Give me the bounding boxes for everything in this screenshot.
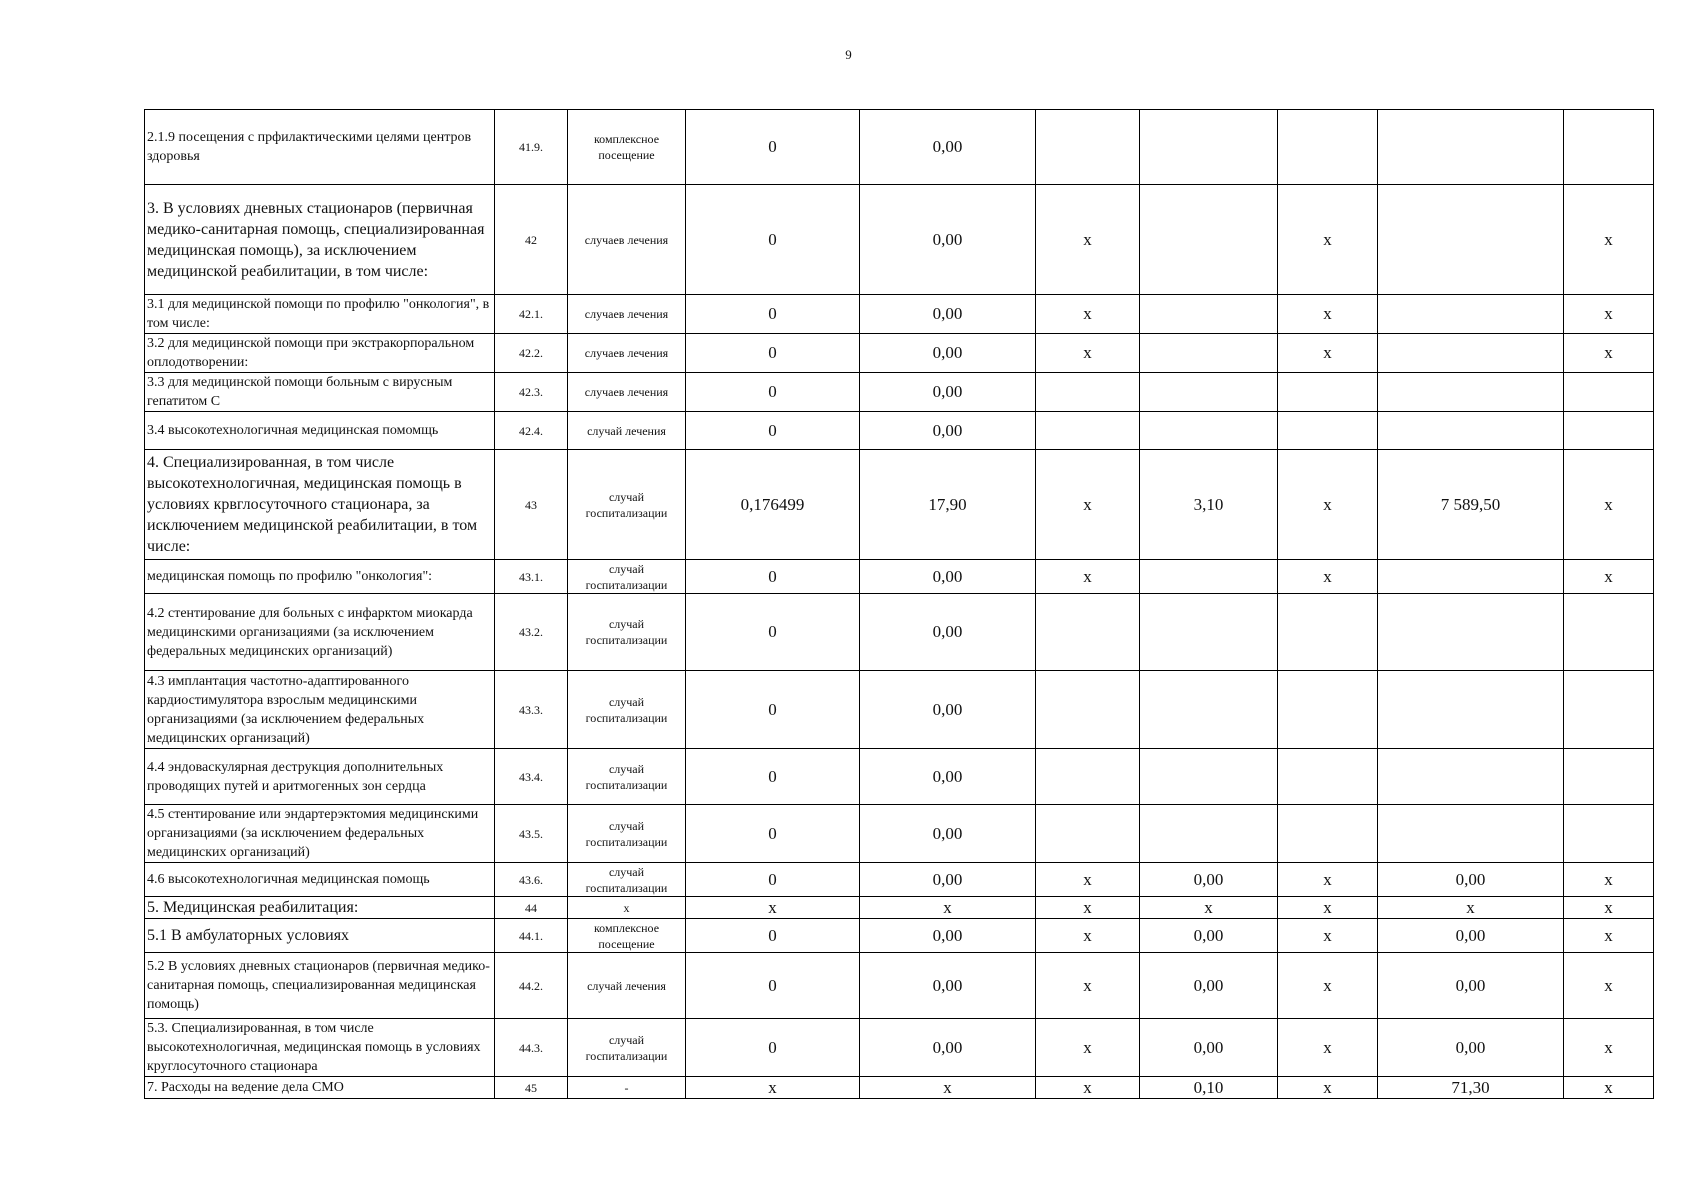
cell-code: 43.6. — [495, 863, 568, 897]
cell-c7 — [1140, 671, 1278, 749]
cell-code: 42.1. — [495, 295, 568, 334]
cell-unit: x — [568, 897, 686, 919]
cell-unit: случаев лечения — [568, 373, 686, 412]
cell-c10: x — [1564, 1077, 1654, 1099]
cell-c6: x — [1036, 919, 1140, 953]
cell-unit: случай госпитализации — [568, 1019, 686, 1077]
cell-c9 — [1378, 412, 1564, 450]
cell-code: 45 — [495, 1077, 568, 1099]
table-row — [145, 110, 1654, 185]
cell-c9 — [1378, 295, 1564, 334]
cell-unit: случай госпитализации — [568, 671, 686, 749]
cell-c7 — [1140, 334, 1278, 373]
table-row — [145, 671, 1654, 749]
cell-c9 — [1378, 373, 1564, 412]
cell-c7 — [1140, 594, 1278, 671]
cell-c7: 0,00 — [1140, 919, 1278, 953]
cell-c9: 0,00 — [1378, 953, 1564, 1019]
cell-c7 — [1140, 185, 1278, 295]
cell-unit: случаев лечения — [568, 295, 686, 334]
cell-c5: x — [860, 897, 1036, 919]
cell-code: 42.2. — [495, 334, 568, 373]
cell-code: 44.3. — [495, 1019, 568, 1077]
cell-c4: x — [686, 1077, 860, 1099]
cell-c6: x — [1036, 295, 1140, 334]
cell-c4: 0 — [686, 295, 860, 334]
cell-c4: 0 — [686, 863, 860, 897]
cell-c5: 0,00 — [860, 749, 1036, 805]
cell-c4: 0 — [686, 594, 860, 671]
cell-c9 — [1378, 185, 1564, 295]
table-row — [145, 953, 1654, 1019]
cell-name: 4.4 эндоваскулярная деструкция дополнительных проводящих путей и аритмогенных зон сердца — [145, 749, 495, 805]
cell-c7: 3,10 — [1140, 450, 1278, 560]
cell-c5: 0,00 — [860, 805, 1036, 863]
cell-name: 5.3. Специализированная, в том числе высокотехнологичная, медицинская помощь в условиях круглосуточного стационара — [145, 1019, 495, 1077]
data-table — [144, 109, 1654, 1099]
table-row — [145, 373, 1654, 412]
cell-c7 — [1140, 110, 1278, 185]
cell-code: 43.2. — [495, 594, 568, 671]
cell-c8 — [1278, 805, 1378, 863]
cell-c5: 0,00 — [860, 863, 1036, 897]
cell-c9 — [1378, 594, 1564, 671]
cell-name: 3. В условиях дневных стационаров (первичная медико-санитарная помощь, специализированная медицинская помощь), за исключением медицинской реабилитации, в том числе: — [145, 185, 495, 295]
cell-c6: x — [1036, 897, 1140, 919]
cell-code: 43.5. — [495, 805, 568, 863]
cell-name: 3.4 высокотехнологичная медицинская помомщь — [145, 412, 495, 450]
table-row — [145, 295, 1654, 334]
cell-unit: случай госпитализации — [568, 594, 686, 671]
cell-c8: x — [1278, 919, 1378, 953]
cell-c10 — [1564, 749, 1654, 805]
cell-name: 3.1 для медицинской помощи по профилю "онкология", в том числе: — [145, 295, 495, 334]
cell-code: 44 — [495, 897, 568, 919]
cell-c7: 0,10 — [1140, 1077, 1278, 1099]
cell-code: 42 — [495, 185, 568, 295]
cell-c9: 7 589,50 — [1378, 450, 1564, 560]
cell-c8 — [1278, 110, 1378, 185]
cell-c8: x — [1278, 560, 1378, 594]
cell-c7: x — [1140, 897, 1278, 919]
cell-c6 — [1036, 805, 1140, 863]
cell-c10: x — [1564, 334, 1654, 373]
cell-c6 — [1036, 749, 1140, 805]
cell-unit: случай госпитализации — [568, 749, 686, 805]
cell-c7: 0,00 — [1140, 953, 1278, 1019]
cell-c8: x — [1278, 953, 1378, 1019]
cell-c4: 0 — [686, 373, 860, 412]
cell-c8: x — [1278, 897, 1378, 919]
cell-c6 — [1036, 110, 1140, 185]
cell-c4: 0 — [686, 412, 860, 450]
cell-c6: x — [1036, 953, 1140, 1019]
cell-c9 — [1378, 805, 1564, 863]
cell-c8 — [1278, 373, 1378, 412]
cell-name: медицинская помощь по профилю "онкология": — [145, 560, 495, 594]
cell-code: 43.4. — [495, 749, 568, 805]
cell-c10 — [1564, 594, 1654, 671]
cell-c4: 0 — [686, 671, 860, 749]
cell-c9 — [1378, 110, 1564, 185]
cell-c9: 0,00 — [1378, 1019, 1564, 1077]
cell-c7 — [1140, 805, 1278, 863]
cell-c9: x — [1378, 897, 1564, 919]
table-row — [145, 1077, 1654, 1099]
cell-c5: 17,90 — [860, 450, 1036, 560]
cell-c8 — [1278, 671, 1378, 749]
cell-code: 44.1. — [495, 919, 568, 953]
table-row — [145, 412, 1654, 450]
cell-c4: 0 — [686, 334, 860, 373]
cell-c5: 0,00 — [860, 671, 1036, 749]
cell-c5: 0,00 — [860, 185, 1036, 295]
cell-c9: 71,30 — [1378, 1077, 1564, 1099]
cell-code: 44.2. — [495, 953, 568, 1019]
cell-c9: 0,00 — [1378, 919, 1564, 953]
table-row — [145, 594, 1654, 671]
cell-name: 4. Специализированная, в том числе высокотехнологичная, медицинская помощь в условиях крвглосуточного стационара, за исключением медицинской реабилитации, в том числе: — [145, 450, 495, 560]
table-row — [145, 185, 1654, 295]
table-row — [145, 1019, 1654, 1077]
table-row — [145, 334, 1654, 373]
cell-code: 42.4. — [495, 412, 568, 450]
cell-c5: 0,00 — [860, 919, 1036, 953]
cell-c10 — [1564, 110, 1654, 185]
table-row — [145, 805, 1654, 863]
cell-unit: случай госпитализации — [568, 805, 686, 863]
cell-unit: - — [568, 1077, 686, 1099]
cell-c6 — [1036, 671, 1140, 749]
cell-c5: 0,00 — [860, 295, 1036, 334]
cell-unit: случаев лечения — [568, 185, 686, 295]
cell-c7: 0,00 — [1140, 1019, 1278, 1077]
cell-unit: случай госпитализации — [568, 863, 686, 897]
cell-c4: 0 — [686, 110, 860, 185]
table-row — [145, 897, 1654, 919]
cell-unit: случаев лечения — [568, 334, 686, 373]
cell-c7 — [1140, 749, 1278, 805]
cell-c10 — [1564, 412, 1654, 450]
cell-unit: случай госпитализации — [568, 560, 686, 594]
cell-unit: случай госпитализации — [568, 450, 686, 560]
cell-c5: 0,00 — [860, 953, 1036, 1019]
table-row — [145, 749, 1654, 805]
cell-c9 — [1378, 749, 1564, 805]
cell-c8: x — [1278, 1019, 1378, 1077]
cell-c6: x — [1036, 1077, 1140, 1099]
cell-c7 — [1140, 295, 1278, 334]
cell-c8 — [1278, 749, 1378, 805]
cell-code: 42.3. — [495, 373, 568, 412]
cell-c10 — [1564, 805, 1654, 863]
table-body — [145, 110, 1654, 1099]
cell-c10: x — [1564, 185, 1654, 295]
cell-c4: 0 — [686, 749, 860, 805]
cell-c5: x — [860, 1077, 1036, 1099]
cell-code: 43.1. — [495, 560, 568, 594]
table-row — [145, 450, 1654, 560]
cell-c5: 0,00 — [860, 412, 1036, 450]
cell-c7 — [1140, 373, 1278, 412]
cell-c8: x — [1278, 295, 1378, 334]
cell-c4: 0 — [686, 560, 860, 594]
cell-c9 — [1378, 560, 1564, 594]
cell-name: 3.2 для медицинской помощи при экстракорпоральном оплодотворении: — [145, 334, 495, 373]
cell-c6 — [1036, 594, 1140, 671]
cell-c4: 0 — [686, 1019, 860, 1077]
cell-c10: x — [1564, 1019, 1654, 1077]
cell-code: 43.3. — [495, 671, 568, 749]
cell-c6: x — [1036, 450, 1140, 560]
cell-unit: случай лечения — [568, 953, 686, 1019]
cell-c9 — [1378, 334, 1564, 373]
cell-c6: x — [1036, 334, 1140, 373]
table-row — [145, 560, 1654, 594]
cell-code: 43 — [495, 450, 568, 560]
cell-c8: x — [1278, 185, 1378, 295]
cell-c4: x — [686, 897, 860, 919]
cell-c7 — [1140, 560, 1278, 594]
cell-c8 — [1278, 594, 1378, 671]
cell-c9: 0,00 — [1378, 863, 1564, 897]
cell-c4: 0,176499 — [686, 450, 860, 560]
cell-c7 — [1140, 412, 1278, 450]
cell-c5: 0,00 — [860, 334, 1036, 373]
cell-c7: 0,00 — [1140, 863, 1278, 897]
cell-c5: 0,00 — [860, 560, 1036, 594]
cell-c4: 0 — [686, 919, 860, 953]
cell-code: 41.9. — [495, 110, 568, 185]
cell-c5: 0,00 — [860, 373, 1036, 412]
table-row — [145, 863, 1654, 897]
cell-c10: x — [1564, 897, 1654, 919]
table-row — [145, 919, 1654, 953]
cell-c5: 0,00 — [860, 110, 1036, 185]
cell-c10 — [1564, 671, 1654, 749]
cell-c6: x — [1036, 863, 1140, 897]
cell-c8 — [1278, 412, 1378, 450]
cell-name: 5. Медицинская реабилитация: — [145, 897, 495, 919]
cell-name: 5.2 В условиях дневных стационаров (первичная медико-санитарная помощь, специализированная медицинская помощь) — [145, 953, 495, 1019]
cell-name: 7. Расходы на ведение дела СМО — [145, 1077, 495, 1099]
cell-c8: x — [1278, 334, 1378, 373]
cell-c6 — [1036, 412, 1140, 450]
cell-c4: 0 — [686, 805, 860, 863]
cell-c5: 0,00 — [860, 1019, 1036, 1077]
cell-c10: x — [1564, 560, 1654, 594]
cell-c9 — [1378, 671, 1564, 749]
cell-c6: x — [1036, 185, 1140, 295]
cell-c10: x — [1564, 919, 1654, 953]
cell-c6: x — [1036, 560, 1140, 594]
page-number: 9 — [845, 47, 852, 62]
cell-name: 4.2 стентирование для больных с инфарктом миокарда медицинскими организациями (за исключением федеральных медицинских организаций) — [145, 594, 495, 671]
cell-c10: x — [1564, 295, 1654, 334]
cell-name: 5.1 В амбулаторных условиях — [145, 919, 495, 953]
cell-c8: x — [1278, 1077, 1378, 1099]
cell-c6: x — [1036, 1019, 1140, 1077]
cell-unit: случай лечения — [568, 412, 686, 450]
cell-c10: x — [1564, 863, 1654, 897]
cell-c10 — [1564, 373, 1654, 412]
cell-name: 4.5 стентирование или эндартерэктомия медицинскими организациями (за исключением федеральных медицинских организаций) — [145, 805, 495, 863]
cell-c8: x — [1278, 450, 1378, 560]
cell-c5: 0,00 — [860, 594, 1036, 671]
cell-c4: 0 — [686, 953, 860, 1019]
cell-unit: комплексное посещение — [568, 110, 686, 185]
cell-unit: комплексное посещение — [568, 919, 686, 953]
cell-c6 — [1036, 373, 1140, 412]
cell-name: 2.1.9 посещения с прфилактическими целями центров здоровья — [145, 110, 495, 185]
cell-c4: 0 — [686, 185, 860, 295]
cell-c10: x — [1564, 953, 1654, 1019]
cell-name: 4.3 имплантация частотно-адаптированного кардиостимулятора взрослым медицинскими организациями (за исключением федеральных медицинских организаций) — [145, 671, 495, 749]
cell-c10: x — [1564, 450, 1654, 560]
cell-name: 4.6 высокотехнологичная медицинская помощь — [145, 863, 495, 897]
cell-name: 3.3 для медицинской помощи больным с вирусным гепатитом С — [145, 373, 495, 412]
cell-c8: x — [1278, 863, 1378, 897]
